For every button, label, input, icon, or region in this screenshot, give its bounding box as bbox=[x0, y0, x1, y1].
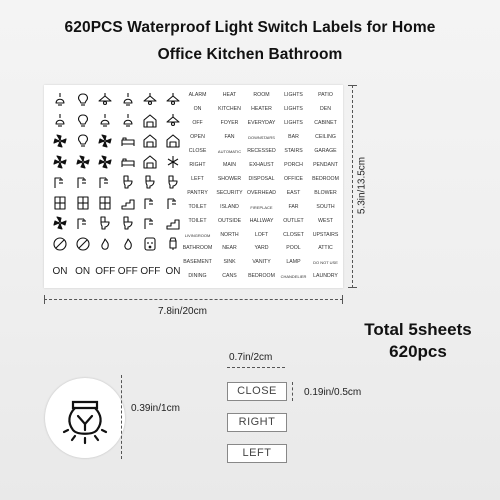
label-height-line bbox=[292, 382, 293, 401]
label-cell: SHOWER bbox=[217, 175, 242, 182]
label-cell: ATTIC bbox=[318, 245, 333, 252]
label-cell: EAST bbox=[286, 189, 301, 196]
label-cell: BEDROOM bbox=[248, 273, 275, 280]
label-cell: PORCH bbox=[284, 161, 303, 168]
shower-icon bbox=[52, 174, 68, 190]
label-cell: LEFT bbox=[191, 175, 204, 182]
label-height-text: 0.19in/0.5cm bbox=[304, 387, 362, 398]
label-cell: CLOSET bbox=[283, 231, 304, 238]
height-tick-bottom bbox=[348, 287, 357, 288]
bed-icon bbox=[120, 133, 136, 149]
garage-icon bbox=[142, 113, 158, 129]
label-cell: EXHAUST bbox=[249, 161, 274, 168]
label-cell: HEATER bbox=[251, 105, 272, 112]
bulb-icon bbox=[75, 92, 91, 108]
label-cell: ON bbox=[193, 105, 202, 112]
width-tick-right bbox=[342, 295, 343, 304]
onoff-label: OFF bbox=[117, 266, 138, 277]
ceiling-lamp-icon bbox=[165, 92, 181, 108]
fan-icon bbox=[52, 215, 68, 231]
label-cell: BAR bbox=[288, 133, 299, 140]
label-cell: FAR bbox=[288, 203, 299, 210]
label-cell: SECURITY bbox=[216, 189, 243, 196]
bed-icon bbox=[120, 154, 136, 170]
label-cell: CABINET bbox=[314, 119, 337, 126]
total-pieces: 620pcs bbox=[389, 342, 447, 361]
height-tick-top bbox=[348, 85, 357, 86]
product-title bbox=[0, 14, 500, 68]
pendant-lamp-icon bbox=[97, 113, 113, 129]
label-cell: FIREPLACE bbox=[250, 204, 273, 210]
pendant-lamp-icon bbox=[120, 92, 136, 108]
label-cell: CANS bbox=[222, 273, 237, 280]
label-cell: LIVINGROOM bbox=[184, 232, 211, 238]
onoff-label: OFF bbox=[95, 266, 116, 277]
fireplace-icon bbox=[120, 236, 136, 252]
shower-icon bbox=[75, 215, 91, 231]
total-sheets: Total 5sheets bbox=[364, 320, 472, 339]
toilet-icon bbox=[120, 174, 136, 190]
fan-icon bbox=[75, 154, 91, 170]
label-cell: CLOSE bbox=[188, 147, 207, 154]
outlet-icon bbox=[142, 236, 158, 252]
garage-icon bbox=[142, 154, 158, 170]
stairs-icon bbox=[120, 195, 136, 211]
label-cell: LOFT bbox=[254, 231, 269, 238]
cabinet-icon bbox=[97, 195, 113, 211]
toilet-icon bbox=[120, 215, 136, 231]
label-cell: OPEN bbox=[190, 133, 205, 140]
label-cell: SINK bbox=[223, 259, 236, 266]
label-cell: OFFICE bbox=[283, 175, 304, 182]
label-cell: EVERYDAY bbox=[247, 119, 276, 126]
bulb-sticker-sample bbox=[45, 378, 125, 458]
label-cell: HEAT bbox=[222, 92, 237, 98]
garage-icon bbox=[142, 133, 158, 149]
label-cell: TOILET bbox=[188, 203, 207, 210]
fan-icon bbox=[52, 133, 68, 149]
fan-icon bbox=[97, 154, 113, 170]
label-cell: MAIN bbox=[223, 161, 236, 168]
label-cell: ALARM bbox=[188, 92, 207, 98]
no-entry-icon bbox=[52, 236, 68, 252]
label-cell: LAMP bbox=[286, 259, 301, 266]
label-cell: ROOM bbox=[253, 92, 270, 98]
label-cell: PATIO bbox=[318, 92, 333, 98]
label-cell: POOL bbox=[286, 245, 301, 252]
cabinet-icon bbox=[52, 195, 68, 211]
label-cell: PENDANT bbox=[313, 161, 338, 168]
label-cell: NORTH bbox=[220, 231, 239, 238]
width-label: 7.8in/20cm bbox=[158, 306, 207, 317]
toilet-icon bbox=[165, 174, 181, 190]
label-cell: HALLWAY bbox=[249, 217, 274, 224]
label-cell: AUTOMATIC bbox=[217, 148, 242, 154]
label-cell: STAIRS bbox=[284, 147, 303, 154]
label-cell: KITCHEN bbox=[218, 105, 241, 112]
label-cell: BEDROOM bbox=[312, 175, 339, 182]
label-cell: FOYER bbox=[220, 119, 239, 126]
circle-size-label: 0.39in/1cm bbox=[131, 403, 180, 414]
circle-height-line bbox=[121, 375, 122, 459]
shower-icon bbox=[142, 215, 158, 231]
label-cell: GARAGE bbox=[314, 147, 337, 154]
label-cell: DISPOSAL bbox=[248, 175, 275, 182]
title-line-1: 620PCS Waterproof Light Switch Labels for Home bbox=[64, 19, 436, 36]
title-line-2: Office Kitchen Bathroom bbox=[157, 46, 343, 63]
label-cell: RIGHT bbox=[189, 161, 206, 168]
onoff-label: OFF bbox=[140, 266, 161, 277]
label-cell: VANITY bbox=[252, 259, 271, 266]
height-label: 5.3in/13.5cm bbox=[356, 156, 368, 215]
label-cell: BLOWER bbox=[314, 189, 337, 196]
label-cell: LIGHTS bbox=[284, 119, 303, 126]
label-cell: NEAR bbox=[222, 245, 237, 252]
label-cell: DEN bbox=[320, 105, 331, 112]
label-cell: SOUTH bbox=[316, 203, 335, 210]
total-count bbox=[348, 319, 488, 363]
shower-icon bbox=[165, 195, 181, 211]
width-dimension-line bbox=[44, 299, 343, 300]
onoff-label: ON bbox=[75, 266, 91, 277]
toilet-icon bbox=[142, 174, 158, 190]
height-dimension-line bbox=[352, 85, 353, 288]
no-entry-icon bbox=[75, 236, 91, 252]
sample-label-left: LEFT bbox=[227, 444, 287, 463]
label-cell: PANTRY bbox=[187, 189, 208, 196]
label-cell: DO NOT USE bbox=[313, 260, 338, 266]
garage-icon bbox=[165, 133, 181, 149]
snowflake-icon bbox=[165, 154, 181, 170]
toilet-icon bbox=[97, 215, 113, 231]
bulb-icon bbox=[75, 113, 91, 129]
label-cell: CHANDELIER bbox=[280, 274, 307, 280]
label-cell: DINING bbox=[188, 273, 207, 280]
fan-icon bbox=[97, 133, 113, 149]
sample-label-close: CLOSE bbox=[227, 382, 287, 401]
label-cell: OFF bbox=[192, 119, 203, 126]
cabinet-icon bbox=[75, 195, 91, 211]
fan-icon bbox=[52, 154, 68, 170]
width-tick-left bbox=[44, 295, 45, 304]
bulb-icon bbox=[75, 133, 91, 149]
shower-icon bbox=[142, 195, 158, 211]
pendant-lamp-icon bbox=[52, 92, 68, 108]
label-cell: ISLAND bbox=[220, 203, 239, 210]
onoff-label: ON bbox=[165, 266, 181, 277]
label-width-line bbox=[227, 367, 285, 368]
ceiling-lamp-icon bbox=[97, 92, 113, 108]
label-cell: UPSTAIRS bbox=[312, 231, 339, 238]
label-cell: BASEMENT bbox=[183, 259, 212, 266]
pendant-lamp-icon bbox=[120, 113, 136, 129]
ceiling-lamp-icon bbox=[165, 113, 181, 129]
sample-label-right: RIGHT bbox=[227, 413, 287, 432]
label-width-text: 0.7in/2cm bbox=[229, 352, 273, 363]
label-cell: LAUNDRY bbox=[313, 273, 338, 280]
label-cell: WEST bbox=[318, 217, 333, 224]
label-cell: CEILING bbox=[315, 133, 336, 140]
label-cell: RECESSED bbox=[247, 147, 276, 154]
fireplace-icon bbox=[97, 236, 113, 252]
label-cell: LIGHTS bbox=[284, 92, 303, 98]
label-cell: YARD bbox=[254, 245, 269, 252]
label-cell: OUTLET bbox=[283, 217, 304, 224]
label-sheet bbox=[44, 85, 343, 288]
shower-icon bbox=[97, 174, 113, 190]
label-cell: DOWNSTAIRS bbox=[248, 134, 275, 140]
onoff-label: ON bbox=[52, 266, 68, 277]
label-cell: OUTSIDE bbox=[217, 217, 242, 224]
label-cell: TOILET bbox=[188, 217, 207, 224]
shower-icon bbox=[75, 174, 91, 190]
label-cell: LIGHTS bbox=[284, 105, 303, 112]
ceiling-lamp-icon bbox=[142, 92, 158, 108]
label-cell: OVERHEAD bbox=[246, 189, 277, 196]
lantern-icon bbox=[165, 236, 181, 252]
pendant-lamp-icon bbox=[52, 113, 68, 129]
bulb-icon bbox=[45, 378, 125, 458]
label-cell: BATHROOM bbox=[182, 245, 213, 252]
stairs-icon bbox=[165, 215, 181, 231]
label-cell: FAN bbox=[224, 133, 235, 140]
